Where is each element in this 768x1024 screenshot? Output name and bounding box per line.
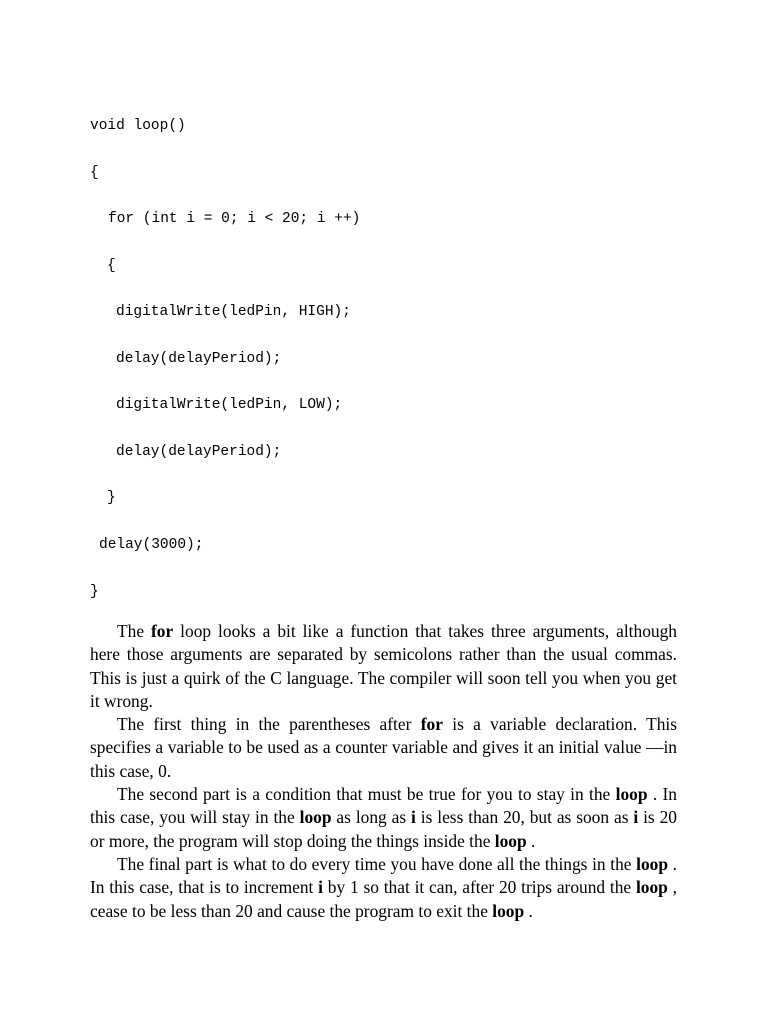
text-run: loop looks a bit like a function that takes three arguments, although here those arguments are separated by semicolons rather than the usual commas. This is just a quirk of the C language. The compiler will soon tell you when you get it wrong. xyxy=(90,621,677,711)
code-line: digitalWrite(ledPin, HIGH); xyxy=(116,304,351,320)
code-line: digitalWrite(ledPin, LOW); xyxy=(116,397,343,413)
keyword-bold: loop xyxy=(635,877,668,898)
text-run: is a variable declaration. This specifies a variable to be used as a counter variable and gives it an initial value —in this case, 0. xyxy=(90,714,677,781)
code-line: delay(delayPeriod); xyxy=(116,444,282,460)
keyword-bold: for xyxy=(420,714,443,735)
text-run: . In this case, you will stay in the xyxy=(90,784,678,828)
body-text xyxy=(90,620,677,923)
code-line: void loop() xyxy=(90,118,186,134)
keyword-bold: i xyxy=(633,807,639,828)
code-line: { xyxy=(107,258,116,274)
code-line: } xyxy=(107,490,116,506)
keyword-bold: loop xyxy=(494,830,527,851)
code-line: } xyxy=(90,584,99,600)
text-run: . xyxy=(526,830,536,851)
text-run: as long as xyxy=(331,807,412,828)
keyword-bold: i xyxy=(411,807,416,828)
text-run: is less than 20, but as soon as xyxy=(415,807,634,828)
code-line: delay(3000); xyxy=(99,537,204,553)
text-run: The xyxy=(117,621,151,641)
code-line: { xyxy=(90,165,99,181)
keyword-bold: loop xyxy=(636,853,669,874)
text-run: The final part is what to do every time you have done all the things in the xyxy=(117,853,637,874)
paragraph xyxy=(90,713,677,783)
text-run: . xyxy=(524,900,533,921)
code-line: delay(delayPeriod); xyxy=(116,351,282,367)
keyword-bold: i xyxy=(318,877,323,898)
paragraph xyxy=(90,783,677,853)
text-run: . In this case, that is to increment xyxy=(90,853,677,898)
paragraph xyxy=(90,620,677,713)
text-run: The first thing in the parentheses after xyxy=(117,714,421,735)
text-run: , cease to be less than 20 and cause the program to exit the xyxy=(90,877,677,921)
text-run: by 1 so that it can, after 20 trips around the xyxy=(323,877,636,898)
keyword-bold: loop xyxy=(492,900,525,921)
keyword-bold: loop xyxy=(615,784,648,805)
keyword-bold: for xyxy=(151,621,174,641)
keyword-bold: loop xyxy=(299,807,332,828)
text-run: is 20 or more, the program will stop doing the things inside the xyxy=(90,807,677,851)
code-line: for (int i = 0; i < 20; i ++) xyxy=(108,211,361,227)
text-run: The second part is a condition that must be true for you to stay in the xyxy=(117,784,616,805)
paragraph xyxy=(90,853,677,923)
